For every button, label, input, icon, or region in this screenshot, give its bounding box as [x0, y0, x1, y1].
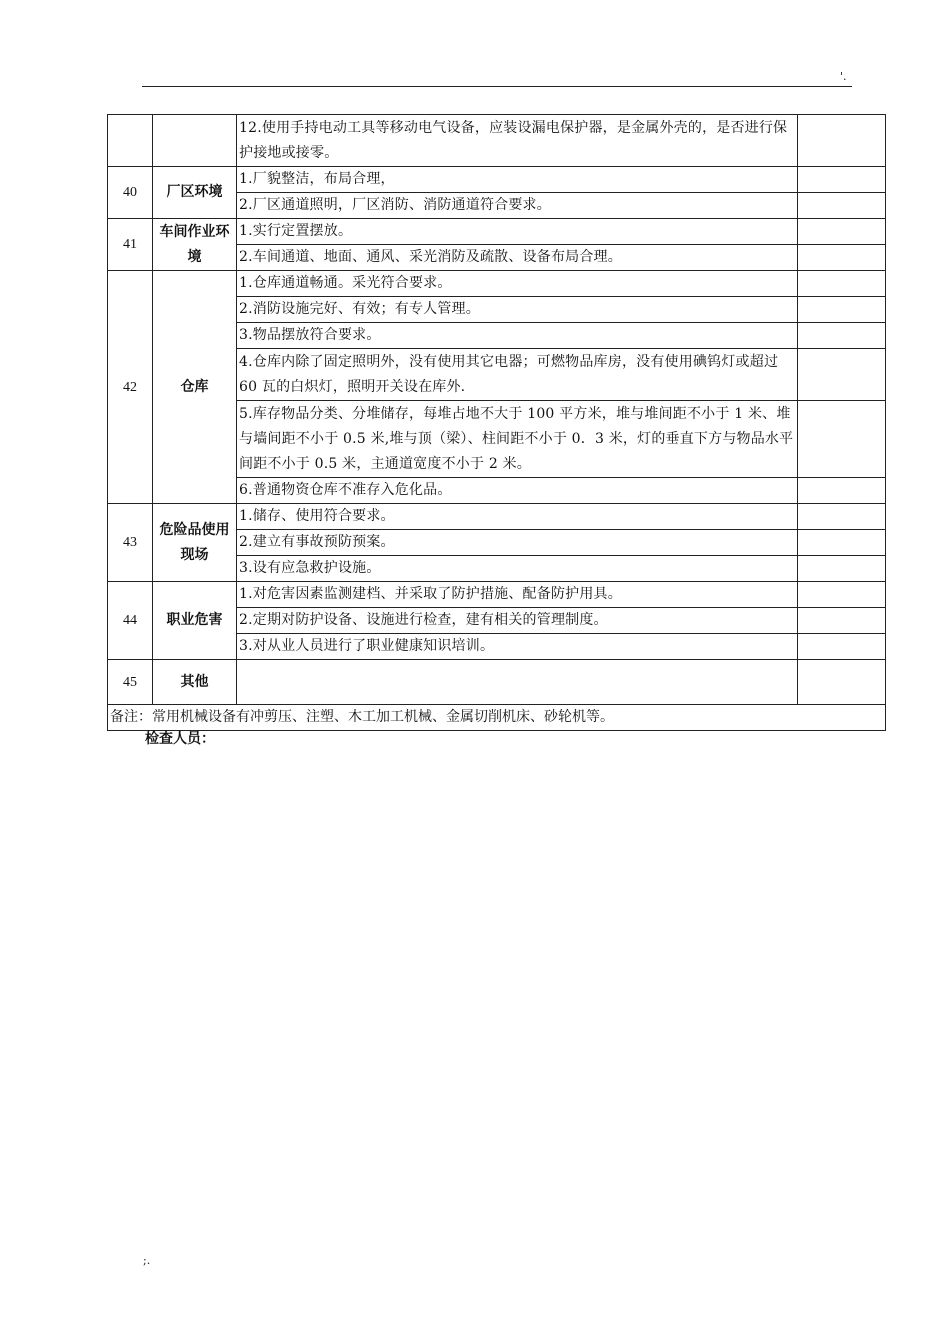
category-cell: 危险品使用现场 — [153, 504, 237, 582]
check-item — [237, 660, 798, 705]
category-cell: 其他 — [153, 660, 237, 705]
header-mark: '. — [840, 70, 847, 83]
result-cell — [798, 478, 886, 504]
category-cell: 厂区环境 — [153, 167, 237, 219]
footer-mark: ;. — [143, 1254, 151, 1267]
row-number-cell: 45 — [108, 660, 153, 705]
result-cell — [798, 219, 886, 245]
result-cell — [798, 245, 886, 271]
check-item: 4.仓库内除了固定照明外，没有使用其它电器；可燃物品库房，没有使用碘钨灯或超过 60 瓦的白炽灯，照明开关设在库外. — [237, 349, 798, 401]
check-item: 1.仓库通道畅通。采光符合要求。 — [237, 271, 798, 297]
table-row — [108, 219, 886, 245]
category-cell: 仓库 — [153, 271, 237, 504]
check-item: 1.储存、使用符合要求。 — [237, 504, 798, 530]
row-number-cell: 40 — [108, 167, 153, 219]
result-cell — [798, 582, 886, 608]
header-rule — [142, 86, 852, 87]
inspector-label: 检查人员： — [145, 731, 215, 747]
table-row — [108, 271, 886, 297]
result-cell — [798, 115, 886, 167]
result-cell — [798, 530, 886, 556]
category-cell: 车间作业环境 — [153, 219, 237, 271]
table-row — [108, 660, 886, 705]
remarks-note: 备注：常用机械设备有冲剪压、注塑、木工加工机械、金属切削机床、砂轮机等。 — [108, 705, 886, 731]
check-item: 3.物品摆放符合要求。 — [237, 323, 798, 349]
category-cell: 职业危害 — [153, 582, 237, 660]
table-row — [108, 115, 886, 167]
check-item: 6.普通物资仓库不准存入危化品。 — [237, 478, 798, 504]
result-cell — [798, 297, 886, 323]
result-cell — [798, 193, 886, 219]
row-number-cell: 43 — [108, 504, 153, 582]
check-item: 12.使用手持电动工具等移动电气设备，应装设漏电保护器，是金属外壳的，是否进行保护接地或接零。 — [237, 115, 798, 167]
check-item: 1.厂貌整洁，布局合理， — [237, 167, 798, 193]
result-cell — [798, 660, 886, 705]
check-item: 2.车间通道、地面、通风、采光消防及疏散、设备布局合理。 — [237, 245, 798, 271]
result-cell — [798, 271, 886, 297]
result-cell — [798, 608, 886, 634]
check-item: 5.库存物品分类、分堆储存，每堆占地不大于 100 平方米，堆与堆间距不小于 1 米、堆与墙间距不小于 0.5 米,堆与顶（梁）、柱间距不小于 0．3 米，灯的垂直下方与物品水平间距不小于 0.5 米，主通道宽度不小于 2 米。 — [237, 401, 798, 478]
check-item: 3.设有应急救护设施。 — [237, 556, 798, 582]
table-row — [108, 504, 886, 530]
result-cell — [798, 401, 886, 478]
table-row — [108, 167, 886, 193]
result-cell — [798, 349, 886, 401]
result-cell — [798, 556, 886, 582]
result-cell — [798, 323, 886, 349]
check-item: 2.建立有事故预防预案。 — [237, 530, 798, 556]
result-cell — [798, 167, 886, 193]
check-item: 1.实行定置摆放。 — [237, 219, 798, 245]
check-item: 2.定期对防护设备、设施进行检查，建有相关的管理制度。 — [237, 608, 798, 634]
check-item: 2.消防设施完好、有效；有专人管理。 — [237, 297, 798, 323]
row-number-cell: 41 — [108, 219, 153, 271]
row-number-cell: 44 — [108, 582, 153, 660]
check-item: 2.厂区通道照明，厂区消防、消防通道符合要求。 — [237, 193, 798, 219]
inspection-checklist-table — [107, 114, 886, 731]
check-item: 3.对从业人员进行了职业健康知识培训。 — [237, 634, 798, 660]
table-row — [108, 582, 886, 608]
category-cell — [153, 115, 237, 167]
result-cell — [798, 504, 886, 530]
row-number-cell — [108, 115, 153, 167]
row-number-cell: 42 — [108, 271, 153, 504]
check-item: 1.对危害因素监测建档、并采取了防护措施、配备防护用具。 — [237, 582, 798, 608]
result-cell — [798, 634, 886, 660]
table-row — [108, 705, 886, 731]
